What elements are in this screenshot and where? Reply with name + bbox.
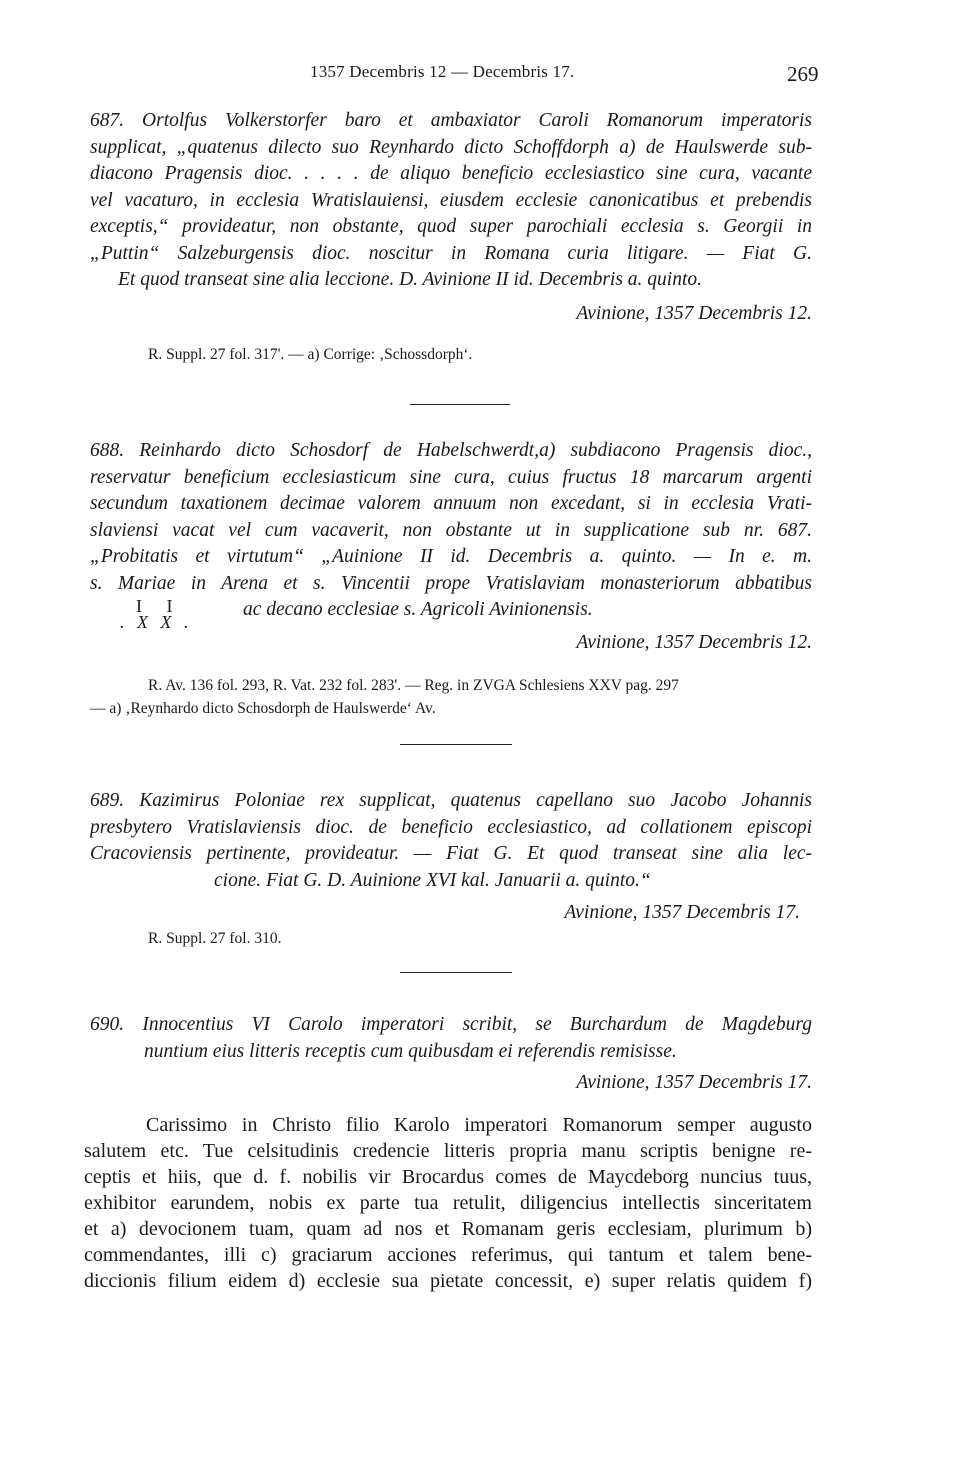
separator-rule	[400, 972, 512, 973]
letter-line: et a) devocionem tuam, quam ad nos et Romanam geris ecclesiam, plurimum b)	[84, 1218, 812, 1240]
letter-text	[84, 1112, 812, 1294]
entry-689-date: Avinione, 1357 Decembris 17.	[564, 902, 800, 923]
entry-line: 688. Reinhardo dicto Schosdorf de Habelschwerdt,a) subdiacono Pragensis dioc.,	[90, 440, 812, 461]
entry-line: „Probitatis et virtutum“ „Auinione II id. Decembris a. quinto. — In e. m.	[90, 546, 812, 567]
entry-line: Cracoviensis pertinente, provideatur. — Fiat G. Et quod transeat sine alia lec-	[90, 843, 812, 864]
entry-line: Et quod transeat sine alia leccione. D. Avinione II id. Decembris a. quinto.	[118, 269, 703, 290]
entry-688-reference: R. Av. 136 fol. 293, R. Vat. 232 fol. 283'. — Reg. in ZVGA Schlesiens XXV pag. 297	[148, 677, 679, 694]
entry-689	[90, 788, 812, 894]
separator-rule	[400, 744, 512, 745]
entry-line: 687. Ortolfus Volkerstorfer baro et ambaxiator Caroli Romanorum imperatoris	[90, 110, 812, 131]
separator-rule	[410, 404, 510, 405]
entry-line: exceptis,“ provideatur, non obstante, quod super parochiali ecclesia s. Georgii in	[90, 216, 812, 237]
letter-line: ceptis et hiis, que d. f. nobilis vir Brocardus comes de Maycdeborg nuncius tuus,	[84, 1166, 812, 1188]
letter-line: diccionis filium eidem d) ecclesie sua pietate concessit, e) super relatis quidem f)	[84, 1270, 812, 1292]
entry-687-date: Avinione, 1357 Decembris 12.	[576, 303, 812, 324]
roman-mark-bottom: . X X .	[120, 612, 193, 632]
entry-line: vel vacaturo, in ecclesia Wratislauiensi, eiusdem ecclesie canonicatibus et prebendis	[90, 189, 812, 211]
entry-690-date: Avinione, 1357 Decembris 17.	[576, 1072, 812, 1093]
entry-line: cione. Fiat G. D. Auinione XVI kal. Januarii a. quinto.“	[214, 869, 651, 891]
letter-line: salutem etc. Tue celsitudinis credencie litteris propria manu scriptis benigne re-	[84, 1140, 812, 1162]
entry-line: 690. Innocentius VI Carolo imperatori scribit, se Burchardum de Magdeburg	[90, 1014, 812, 1035]
entry-line: nuntium eius litteris receptis cum quibusdam ei referendis remisisse.	[144, 1040, 677, 1062]
entry-689-reference: R. Suppl. 27 fol. 310.	[148, 930, 282, 947]
entry-line: s. Mariae in Arena et s. Vincentii prope Vratislaviam monasteriorum abbatibus	[90, 572, 812, 594]
entry-687-reference: R. Suppl. 27 fol. 317'. — a) Corrige: ‚Schossdorph‘.	[148, 346, 473, 363]
entry-690	[90, 1012, 812, 1065]
entry-line: diacono Pragensis dioc. . . . . de aliquo beneficio ecclesiastico sine cura, vacante	[90, 163, 812, 184]
entry-line: ac decano ecclesiae s. Agricoli Avinionensis.	[243, 599, 593, 620]
entry-line: „Puttin“ Salzeburgensis dioc. noscitur in Romana curia litigare. — Fiat G.	[90, 242, 812, 264]
entry-line: presbytero Vratislaviensis dioc. de beneficio ecclesiastico, ad collationem episcopi	[90, 816, 812, 838]
entry-687	[90, 108, 812, 294]
letter-line: Carissimo in Christo filio Karolo imperatori Romanorum semper augusto	[146, 1114, 812, 1136]
entry-line: secundum taxationem decimae valorem annuum non excedant, si in ecclesia Vrati-	[90, 493, 812, 514]
entry-688	[90, 438, 812, 624]
letter-line: exhibitor earundem, nobis ex parte tua retulit, diligencius intellectis sinceritatem	[84, 1192, 812, 1214]
entry-line: supplicat, „quatenus dilecto suo Reynhardo dicto Schoffdorph a) de Haulswerde sub-	[90, 136, 812, 158]
letter-line: commendantes, illi c) graciarum acciones referimus, qui tantum et talem bene-	[84, 1244, 812, 1266]
entry-line: 689. Kazimirus Poloniae rex supplicat, quatenus capellano suo Jacobo Johannis	[90, 790, 812, 811]
entry-line: reservatur beneficium ecclesiasticum sine cura, cuius fructus 18 marcarum argenti	[90, 466, 812, 488]
page-number: 269	[787, 62, 819, 86]
roman-mark-top: I I	[136, 596, 183, 616]
running-header: 1357 Decembris 12 — Decembris 17.	[310, 62, 575, 81]
roman-numeral-mark	[120, 598, 193, 630]
entry-688-footnote: — a) ‚Reynhardo dicto Schosdorph de Haulswerde‘ Av.	[90, 700, 436, 717]
entry-688-date: Avinione, 1357 Decembris 12.	[576, 632, 812, 653]
entry-line: slaviensi vacat vel cum vacaverit, non obstante ut in supplicatione sub nr. 687.	[90, 519, 812, 541]
